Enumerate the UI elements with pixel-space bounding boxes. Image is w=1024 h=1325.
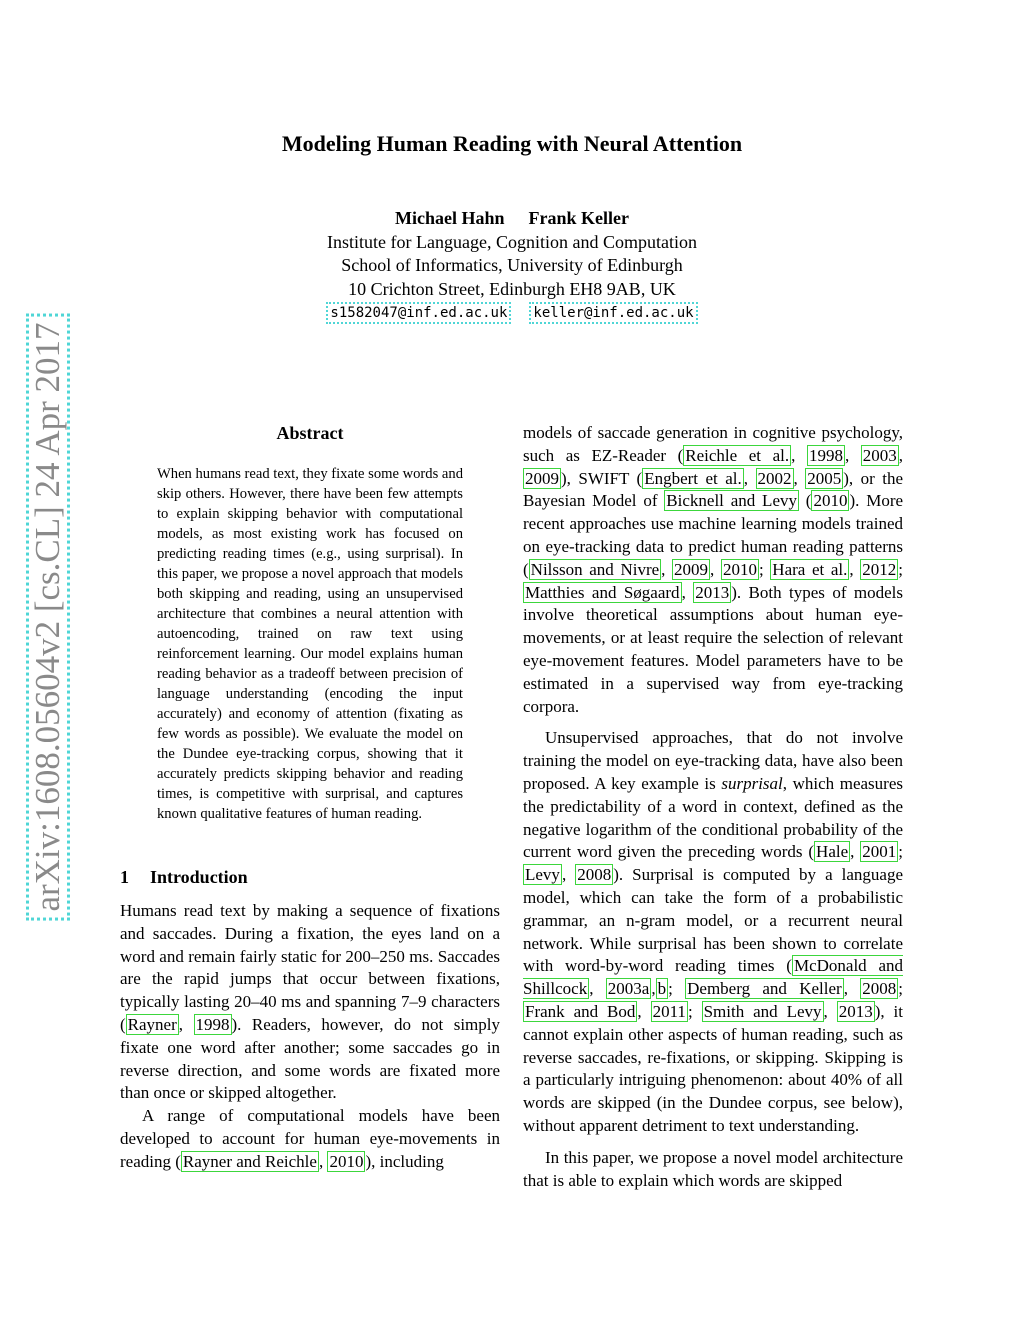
text-run: ), including: [365, 1151, 444, 1171]
citation-link[interactable]: 2011: [652, 1001, 686, 1021]
citation-link[interactable]: Levy: [525, 865, 560, 885]
paper-title: Modeling Human Reading with Neural Attention: [281, 131, 743, 156]
citation-link[interactable]: Bicknell and Levy: [666, 491, 797, 511]
text-run: ). Surprisal is computed by a language model, which can take the form of a probabilistic grammar, an n-gram model, or a recurrent neural network. While surprisal has been shown to correlate with word-by-word reading times (: [523, 865, 904, 976]
citation-link[interactable]: 1998: [808, 445, 843, 465]
citation-link[interactable]: 2003a: [607, 979, 650, 999]
citation-link[interactable]: Rayner and Reichle: [182, 1151, 317, 1171]
citation-link[interactable]: 2013: [695, 582, 730, 602]
citation-link[interactable]: 2009: [674, 559, 709, 579]
affiliation-line: School of Informatics, University of Edinburgh: [341, 255, 683, 275]
text-run: Humans read text by making a sequence of fixations and saccades. During a fixation, the eyes land on a word and remain fairly static for 200–250 ms. Saccades are the rapid jumps that occur between fixations, typically lasting 20–40 ms and spanning 7–9 characters (: [120, 901, 500, 1034]
citation-link[interactable]: Matthies and Søgaard: [525, 582, 680, 602]
citation-link[interactable]: 2005: [807, 468, 842, 488]
text-run: ). Both types of models involve theoretical assumptions about human eye-movements, or at least require the selection of relevant eye-movement features. Model parameters have to be estimated in a supervised way from eye-tracking corpora.: [523, 582, 903, 716]
citation-link[interactable]: 2002: [757, 468, 792, 488]
citation-link[interactable]: 2012: [862, 559, 897, 579]
author-name: Michael Hahn: [395, 208, 505, 228]
text-run: A range of computational models have been developed to account for human eye-movements in reading (: [120, 1106, 500, 1171]
citation-link[interactable]: Rayner: [127, 1014, 177, 1034]
text-run: , which measures the predictability of a word in context, defined as the negative logarithm of the conditional probability of the current word given the preceding words (: [523, 773, 903, 862]
text-run: ), it cannot explain other aspects of human reading, such as reverse saccades, re-fixations, or skipping. Skipping is a particularly intriguing phenomenon: about 40% of all words are skipped (in the Dundee corpus, see below), without apparent detriment to text understanding.: [523, 1001, 903, 1135]
email-link[interactable]: keller@inf.ed.ac.uk: [529, 302, 697, 324]
citation-link[interactable]: 2010: [813, 491, 848, 511]
citation-link[interactable]: b: [657, 979, 667, 999]
paragraph: Unsupervised approaches, that do not involve training the model on eye-tracking data, have also been proposed. A key example is surprisal, which measures the predictability of a word in context, defined as the negative logarithm of the conditional probability of the current word given the preceding words ( Hale , 2001 ; Levy , 2008 ). Surprisal is computed by a language model, which can take the form of a probabilistic grammar, an n-gram model, or a recurrent neural network. While surprisal has been shown to correlate with word-by-word reading times ( McDonald and Shillcock , 2003a , b ; Demberg and Keller , 2008 ; Frank and Bod , 2011 ; Smith and Levy , 2013 ), it cannot explain other aspects of human reading, such as reverse saccades, re-fixations, or skipping. Skipping is a particularly intriguing phenomenon: about 40% of all words are skipped (in the Dundee corpus, see below), without apparent detriment to text understanding.: [523, 728, 904, 1135]
affiliation-line: Institute for Language, Cognition and Computation: [327, 231, 697, 252]
citation-link[interactable]: Hara et al.: [772, 559, 848, 579]
text-run: ). Readers, however, do not simply fixate one word after another; some saccades go in reverse direction, and some words are fixated more than once or skipped altogether.: [120, 1014, 500, 1103]
citation-link[interactable]: Frank and Bod: [525, 1001, 636, 1021]
author-block: [0, 207, 1024, 326]
left-column: [120, 420, 500, 1174]
email-row: [0, 302, 1024, 326]
emphasis: surprisal: [721, 773, 783, 793]
citation-link[interactable]: 2013: [838, 1001, 873, 1021]
text-run: Unsupervised approaches, that do not involve training the model on eye-tracking data, have also been proposed. A key example is: [523, 728, 903, 793]
citation-link[interactable]: Engbert et al.: [644, 468, 742, 488]
citation-link[interactable]: 2003: [862, 445, 897, 465]
section-number: 1: [120, 867, 129, 887]
section-title: Introduction: [150, 867, 248, 887]
citation-link[interactable]: 2009: [525, 468, 559, 488]
text-run: ). More recent approaches use machine learning models trained on eye-tracking data to predict human reading patterns (: [523, 491, 904, 579]
citation-link[interactable]: Nilsson and Nivre: [530, 559, 660, 579]
arxiv-identifier-link[interactable]: arXiv:1608.05604v2 [cs.CL] 24 Apr 2017: [26, 313, 70, 920]
email-link[interactable]: s1582047@inf.ed.ac.uk: [326, 302, 511, 324]
citation-link[interactable]: 2010: [329, 1151, 364, 1171]
abstract-heading: Abstract: [276, 423, 344, 443]
text-run: ), SWIFT (: [561, 468, 643, 488]
right-column: [523, 422, 903, 1192]
citation-link[interactable]: 2001: [862, 842, 897, 862]
paragraph: models of saccade generation in cognitive psychology, such as EZ-Reader ( Reichle et al. , 1998 , 2003 , 2009 ), SWIFT ( Engbert et al. , 2002 , 2005 ), or the Bayesian Model of Bicknell and Levy ( 2010 ). More recent approaches use machine learning models trained on eye-tracking data to predict human reading patterns ( Nilsson and Nivre , 2009 , 2010 ; Hara et al. , 2012 ; Matthies and Søgaard , 2013 ). Both types of models involve theoretical assumptions about human eye-movements, or at least require the selection of relevant eye-movement features. Model parameters have to be estimated in a supervised way from eye-tracking corpora.: [523, 423, 904, 716]
citation-link[interactable]: Smith and Levy: [703, 1001, 822, 1021]
author-name: Frank Keller: [528, 208, 629, 228]
text-run: models of saccade generation in cognitive psychology, such as EZ-Reader (: [523, 423, 903, 465]
citation-link[interactable]: McDonald and Shillcock: [523, 956, 903, 999]
citation-link[interactable]: Reichle et al.: [685, 445, 790, 465]
citation-link[interactable]: 2010: [722, 559, 757, 579]
citation-link[interactable]: Hale: [816, 842, 849, 862]
author-names: [0, 207, 1024, 231]
citation-link[interactable]: 1998: [195, 1014, 230, 1034]
abstract-text: When humans read text, they fixate some words and skip others. However, there have been few attempts to explain skipping behavior with computational models, as most existing work has focused on predicting reading times (e.g., using surprisal). In this paper, we propose a novel approach that models both skipping and reading, using an unsupervised architecture that combines a neural attention with autoencoding, trained on raw text using reinforcement learning. Our model explains human reading behavior as a tradeoff between precision of language understanding (encoding the input accurately) and economy of attention (fixating as few words as possible). We evaluate the model on the Dundee eye-tracking corpus, showing that it accurately predicts skipping behavior and reading times, is competitive with surprisal, and captures known qualitative features of human reading.: [157, 466, 463, 822]
affiliation-line: 10 Crichton Street, Edinburgh EH8 9AB, UK: [348, 278, 676, 299]
citation-link[interactable]: Demberg and Keller: [687, 979, 842, 999]
citation-link[interactable]: 2008: [862, 979, 897, 999]
paragraph: A range of computational models have been developed to account for human eye-movements in reading ( Rayner and Reichle , 2010 ), including: [120, 1106, 500, 1171]
text-run: ), or the Bayesian Model of: [523, 468, 904, 511]
paragraph: In this paper, we propose a novel model architecture that is able to explain which words are skipped: [523, 1147, 903, 1190]
citation-link[interactable]: 2008: [577, 865, 612, 885]
paragraph: Humans read text by making a sequence of fixations and saccades. During a fixation, the eyes land on a word and remain fairly static for 200–250 ms. Saccades are the rapid jumps that occur between fixations, typically lasting 20–40 ms and spanning 7–9 characters ( Rayner , 1998 ). Readers, however, do not simply fixate one word after another; some saccades go in reverse direction, and some words are fixated more than once or skipped altogether.: [120, 901, 500, 1103]
section-heading: [120, 864, 500, 890]
